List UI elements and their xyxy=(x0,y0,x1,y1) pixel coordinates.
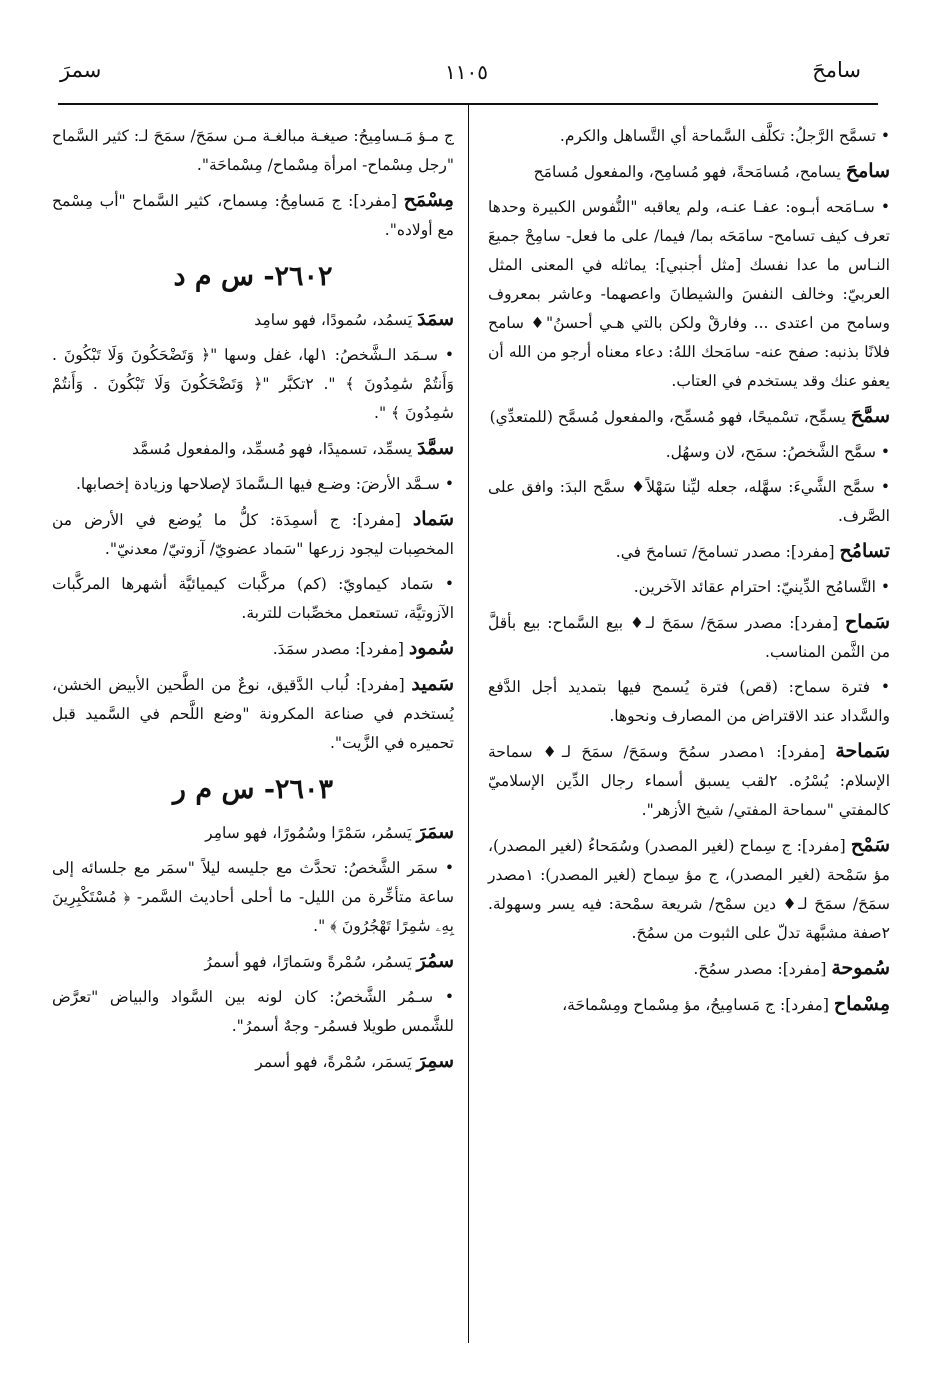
entry-text: [مفرد]: ج أسمِدَة: كلُّ ما يُوضع في الأرض من المخصِبات ليجود زرعها "سَماد عضويّ/ آزوتيّ/ معدنيّ". xyxy=(52,511,454,558)
entry-text: [مفرد]: ج مَسامِيحُ، مؤ مِسْماح ومِسْماحَة، xyxy=(562,996,834,1014)
page-number: ١١٠٥ xyxy=(445,60,488,84)
dictionary-entry xyxy=(488,438,890,467)
entry-headword: سَماد xyxy=(412,508,454,530)
entry-headword: سمِرَ xyxy=(416,1050,454,1072)
dictionary-entry xyxy=(52,947,454,977)
entry-headword: تسامُح xyxy=(839,540,890,562)
entry-text: [مفرد]: ج سِماح (لغير المصدر) وسُمَحاءُ (لغير المصدر)، مؤ سَمْحة (لغير المصدر)، ج مؤ سِماح (لغير المصدر): ١مصدر سمَحَ/ سمَحَ لـ♦ دين سمْح/ شريعة سمْحة: فيه يسر وسهولة. ٢صفة مشبَّهة تدلّ على الثبوت من سمُحَ. xyxy=(488,837,890,942)
dictionary-entry xyxy=(52,1047,454,1077)
dictionary-entry xyxy=(488,193,890,396)
entry-text: يَسمُر، سَمْرًا وسُمُورًا، فهو سامِر xyxy=(205,824,417,842)
dictionary-entry xyxy=(52,983,454,1041)
entry-text: يَسمَر، سُمْرةً، فهو أسمر xyxy=(255,1053,417,1071)
dictionary-entry xyxy=(488,573,890,602)
entry-text: • سمَر الشَّخصُ: تحدَّث مع جليسه ليلاً "سمَر مع جلسائه إلى ساعة متأخِّرة من الليل- ما أحلى أحاديث السَّمر- ﴿ مُسْتَكْبِرِينَ بِهِۦ سَٰمِرًا تَهْجُرُونَ ﴾ ". xyxy=(52,859,454,935)
dictionary-entry xyxy=(52,434,454,464)
entry-text: يسامح، مُسامَحةً، فهو مُسامِح، والمفعول مُسامَح xyxy=(533,163,846,181)
dictionary-entry xyxy=(488,831,890,948)
dictionary-entry xyxy=(488,954,890,984)
section-heading: ٢٦٠٣- س م ر xyxy=(172,774,334,805)
entry-headword: سَماح xyxy=(845,611,890,633)
entry-text: • سـمُر الشَّخصُ: كان لونه بين السَّواد والبياض "تعرَّض للشَّمس طويلا فسمُر- وجهٌ أسمرُ". xyxy=(52,988,454,1035)
header-left-word: سمرَ xyxy=(60,58,102,82)
entry-headword: سُموحة xyxy=(831,957,890,979)
dictionary-entry xyxy=(52,670,454,758)
entry-headword: مِسْماح xyxy=(833,993,890,1015)
dictionary-entry xyxy=(488,990,890,1020)
entry-headword: سُمود xyxy=(408,637,454,659)
entry-text: يسمِّح، تسْميحًا، فهو مُسمِّح، والمفعول مُسمَّح (للمتعدِّي) xyxy=(489,408,851,426)
entry-headword: مِسْمَح xyxy=(403,189,454,211)
header-right-word: سامحَ xyxy=(812,58,861,82)
dictionary-entry xyxy=(488,473,890,531)
dictionary-entry xyxy=(488,157,890,187)
dictionary-entry xyxy=(52,570,454,628)
entry-headword: سمَّحَ xyxy=(850,405,890,427)
entry-text: [مفرد]: ١مصدر سمُحَ وسمَحَ/ سمَحَ لـ♦ سماحة الإسلام: يُسْرُه. ٢لقب يسبق أسماء رجال الدِّين الإسلاميّ كالمفتي "سماحة المفتي/ شيخ الأزهر". xyxy=(488,743,890,819)
dictionary-entry xyxy=(52,186,454,245)
entry-headword: سامحَ xyxy=(845,160,890,182)
entry-text: • سـمَد الـشَّخصُ: ١لها، غفل وسها "﴿ وَتَضْحَكُونَ وَلَا تَبْكُونَ . وَأَنتُمْ سَٰمِدُونَ ﴾ ". ٢تكبَّر "﴿ وَتَضْحَكُونَ وَلَا تَبْكُونَ . وَأَنتُمْ سَٰمِدُونَ ﴾ ". xyxy=(52,346,454,422)
dictionary-entry xyxy=(52,854,454,941)
entry-text: ج مـؤ مَـسامِيحُ: صيغـة مبالغـة مـن سمَحَ/ سمَحَ لـ: كثير السَّماح "رجل مِسْماح- امرأة مِسْماح/ مِسْماحَة". xyxy=(52,127,454,174)
entry-text: يَسمُد، سُمودًا، فهو سامِد xyxy=(254,311,418,329)
entry-text: • التَّسامُح الدِّينيّ: احترام عقائد الآخرين. xyxy=(633,578,890,596)
entry-text: • تسمَّح الرَّجلُ: تكلَّف السَّماحة أي التَّساهل والكرم. xyxy=(559,127,890,145)
dictionary-entry xyxy=(52,634,454,664)
dictionary-entry xyxy=(52,505,454,564)
entry-text: [مفرد]: مصدر سمُحَ. xyxy=(693,960,832,978)
entry-text: [مفرد]: مصدر سمَدَ. xyxy=(272,640,409,658)
dictionary-entry xyxy=(52,470,454,499)
entry-headword: سمَرَ xyxy=(416,821,454,843)
entry-text: • سـامَحه أبـوه: عفـا عنـه، ولم يعاقبه "النُّفوس الكبيرة وحدها تعرف كيف تسامح- سامَحَه بما/ فيما/ على ما فعل- سامِحْ جميعَ النـاس ما عدا نفسك [مثل أجنبي]: يماثله في المعنى المثل العربيّ: وخالف النفسَ والشيطانَ واعصهما- وعاشر بمعروف وسامح من اعتدى ... وفارقْ ولكن بالتي هـي أحسنُ"♦ سامح فلانًا بذنبه: صفح عنه- سامَحك اللهُ: دعاء معناه أرجو من الله أن يعفو عنك وقد يستخدم في العتاب. xyxy=(488,198,890,390)
entry-headword: سَمْح xyxy=(850,834,890,856)
dictionary-entry xyxy=(488,608,890,667)
dictionary-entry xyxy=(52,818,454,848)
column-divider xyxy=(468,103,469,1343)
left-column xyxy=(52,122,454,1083)
right-column xyxy=(488,122,890,1026)
entry-headword: سَماحة xyxy=(835,740,890,762)
entry-text: [مفرد]: لُباب الدَّقيق، نوعٌ من الطَّحين الأبيض الخشن، يُستخدم في صناعة المكرونة "وضع اللَّحم في السَّميد قبل تحميره في الزَّيت". xyxy=(52,676,454,752)
dictionary-entry xyxy=(52,122,454,180)
dictionary-entry xyxy=(52,305,454,335)
entry-text: [مفرد]: مصدر تسامحَ/ تسامحَ في. xyxy=(615,543,840,561)
entry-text: • سمَّح الشَّخصُ: سمَح، لان وسهُل. xyxy=(665,443,890,461)
section-heading: ٢٦٠٢- س م د xyxy=(173,261,333,292)
dictionary-entry xyxy=(52,341,454,428)
entry-text: • سَماد كيماويّ: (كم) مركَّبات كيميائيَّة أشهرها المركَّبات الآزوتيَّة، تستعمل مخصِّبات للتربة. xyxy=(52,575,454,622)
entry-text: يَسمُر، سُمْرةً وسَمارًا، فهو أسمرُ xyxy=(204,953,417,971)
dictionary-entry xyxy=(488,537,890,567)
entry-text: • سمَّح الشَّيءَ: سهَّله، جعله ليِّنا سَهْلاً♦ سمَّح البدَ: وافق على الصَّرف. xyxy=(488,478,890,525)
entry-text: [مفرد]: ج مَسامِحُ: مِسماح، كثير السَّماح "أب مِسْمح مع أولاده". xyxy=(52,192,454,239)
entry-text: يسمِّد، تسميدًا، فهو مُسمِّد، والمفعول مُسمَّد xyxy=(132,440,418,458)
dictionary-entry xyxy=(488,737,890,825)
dictionary-entry xyxy=(488,402,890,432)
entry-text: • سـمَّد الأرضَ: وضـع فيها الـسَّمادَ لإصلاحها وزيادة إخصابها. xyxy=(75,475,454,493)
entry-headword: سمُرَ xyxy=(416,950,454,972)
entry-headword: سمَّدَ xyxy=(417,437,454,459)
entry-headword: سمَدَ xyxy=(417,308,454,330)
entry-text: • فترة سماح: (قص) فترة يُسمح فيها بتمديد أجل الدَّفع والسَّداد عند الاقتراض من المصارف ونحوها. xyxy=(488,678,890,725)
entry-text: [مفرد]: مصدر سمَحَ/ سمَحَ لـ♦ بيع السَّماح: بيع بأقلَّ من الثَّمن المناسب. xyxy=(488,614,890,661)
dictionary-entry xyxy=(488,673,890,731)
entry-headword: سَميد xyxy=(411,673,454,695)
dictionary-entry xyxy=(488,122,890,151)
